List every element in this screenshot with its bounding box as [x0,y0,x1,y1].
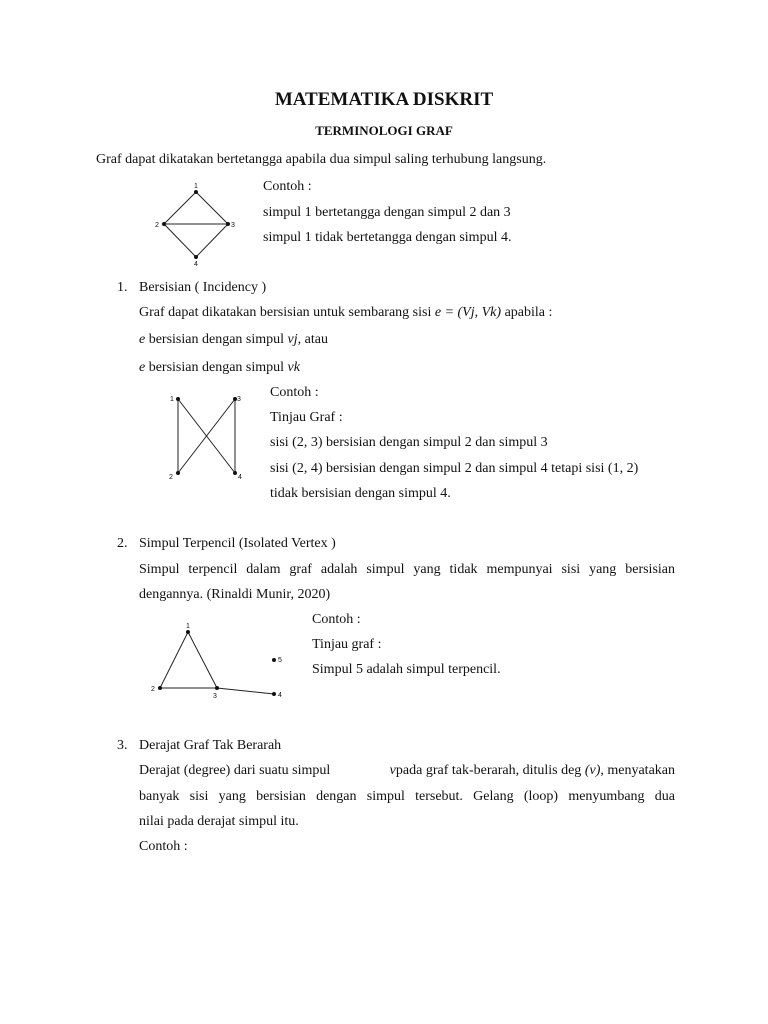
example-line: Tinjau graf : [312,637,382,652]
graph-edge [164,192,196,224]
vertex-label: 5 [278,657,282,664]
vertex-label: 4 [194,261,198,268]
graph-vertex [272,692,276,696]
graph-vertex [162,222,166,226]
graph-vertex [176,397,180,401]
condition-text: bersisian dengan simpul [148,332,285,347]
document-subtitle: TERMINOLOGI GRAF [315,123,453,138]
graph-3 [151,623,282,700]
definition-paragraph-line: dengannya. (Rinaldi Munir, 2020) [139,587,331,602]
example-line: tidak bersisian dengan simpul 4. [270,486,451,501]
graph-vertex [226,222,230,226]
vertex-label: 1 [170,396,174,403]
degree-arg: (v) [584,763,601,778]
definition-text: , menyatakan [600,763,675,778]
graph-1 [155,183,235,268]
graph-edge [217,688,274,694]
vertex-label: 2 [169,474,173,481]
section1-contoh-label: Contoh : [270,385,319,400]
section3-contoh-label: Contoh : [139,839,188,854]
edge-var: e [139,360,146,375]
definition-paragraph-line: nilai pada derajat simpul itu. [139,814,299,829]
section-heading: Bersisian ( Incidency ) [139,280,267,295]
section-number: 3. [117,738,128,753]
graph-edge [188,632,217,688]
edge-formula: e = (Vj, Vk) [434,305,502,320]
vertex-label: 1 [194,183,198,190]
vertex-var: vk [287,360,300,375]
condition-text: bersisian dengan simpul [148,360,285,375]
section-number: 1. [117,280,128,295]
graph-vertex [194,190,198,194]
vertex-label: 1 [186,623,190,630]
definition-paragraph-line: banyak sisi yang bersisian dengan simpul tersebut. Gelang (loop) menyumbang dua [139,789,675,804]
definition-middle [390,764,675,778]
incidency-definition [139,306,552,320]
incidency-condition [139,333,328,347]
graph-vertex [215,686,219,690]
vertex-var: v [389,763,396,778]
incidency-condition [139,361,300,375]
vertex-label: 2 [151,686,155,693]
section-heading: Simpul Terpencil (Isolated Vertex ) [139,536,336,551]
graph-vertex-isolated [272,658,276,662]
vertex-label: 2 [155,222,159,229]
graph-vertex [194,255,198,259]
vertex-label: 3 [231,222,235,229]
condition-text: , atau [297,332,328,347]
vertex-label: 4 [278,692,282,699]
definition-text: Graf dapat dikatakan bersisian untuk sembarang sisi [139,305,432,320]
vertex-label: 4 [238,474,242,481]
graph-vertex [158,686,162,690]
graph-vertex [176,471,180,475]
degree-definition-line [139,764,675,778]
edge-var: e [139,332,146,347]
definition-text: Derajat (degree) dari suatu simpul [139,763,331,778]
example-line: sisi (2, 4) bersisian dengan simpul 2 dan simpul 4 tetapi sisi (1, 2) [270,461,639,476]
graph-edge [160,632,188,688]
section2-contoh-label: Contoh : [312,612,361,627]
intro-text: Graf dapat dikatakan bertetangga apabila dua simpul saling terhubung langsung. [96,152,547,167]
vertex-label: 3 [237,396,241,403]
section-heading: Derajat Graf Tak Berarah [139,738,282,753]
definition-text: apabila : [504,305,553,320]
section-number: 2. [117,536,128,551]
definition-paragraph-line: Simpul terpencil dalam graf adalah simpul yang tidak mempunyai sisi yang bersisian [139,562,675,577]
vertex-label: 3 [213,693,217,700]
graph-2 [169,396,242,481]
graph-edge [196,224,228,257]
example-line: Simpul 5 adalah simpul terpencil. [312,662,501,677]
definition-text: pada graf tak-berarah, ditulis deg [395,763,582,778]
intro-line: simpul 1 tidak bertetangga dengan simpul 4. [263,230,512,245]
example-line: sisi (2, 3) bersisian dengan simpul 2 dan simpul 3 [270,435,548,450]
document-title: MATEMATIKA DISKRIT [274,89,494,110]
intro-line: simpul 1 bertetangga dengan simpul 2 dan 3 [263,205,511,220]
graph-vertex [186,630,190,634]
intro-contoh-label: Contoh : [263,179,312,194]
graph-vertex [233,471,237,475]
vertex-var: vj [287,332,298,347]
graph-edge [164,224,196,257]
graph-edge [196,192,228,224]
example-line: Tinjau Graf : [270,410,343,425]
